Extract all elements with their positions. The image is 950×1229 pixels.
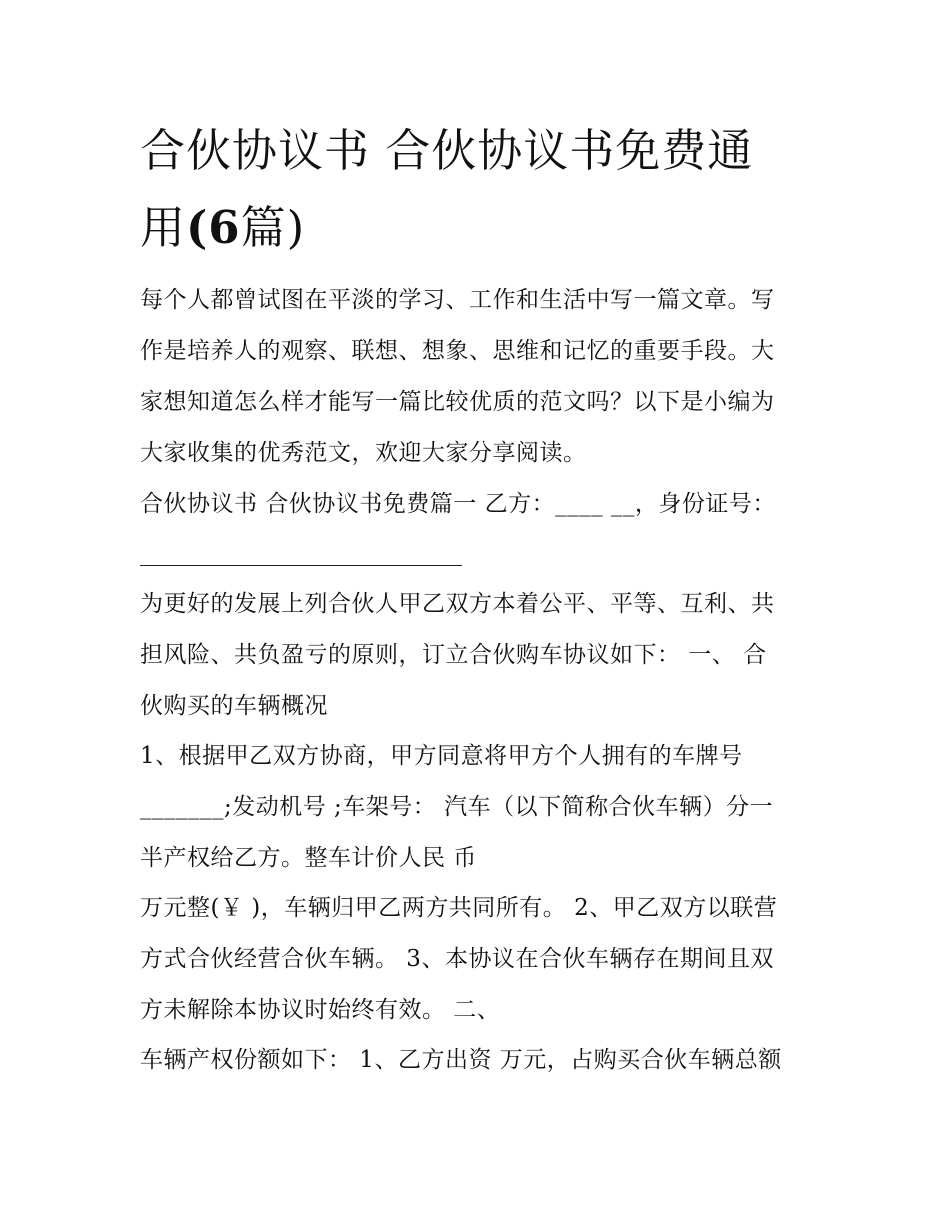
intro-line: 每个人都曾试图在平淡的学习、工作和生活中写一篇文章。写	[140, 287, 775, 313]
intro-line: 大家收集的优秀范文，欢迎大家分享阅读。	[140, 440, 587, 466]
clause-1-line: 半产权给乙方。整车计价人民 币	[140, 845, 477, 871]
title-line-2-suffix: 篇)	[240, 201, 306, 254]
principle-paragraph	[140, 579, 820, 732]
id-number-blank-line	[140, 565, 462, 566]
clause-2-line: 万元整(￥ )，车辆归甲乙两方共同所有。 2、甲乙双方以联营	[140, 895, 778, 921]
party-line	[140, 479, 820, 530]
intro-paragraph	[140, 275, 820, 479]
clause-2-line: 方式合伙经营合伙车辆。 3、本协议在合伙车辆存在期间且双	[140, 946, 774, 972]
principle-line: 担风险、共负盈亏的原则，订立合伙购车协议如下： 一、 合	[140, 642, 767, 668]
title-line-2-bold: (6	[186, 201, 241, 254]
clause-1-line: _______;发动机号 ;车架号： 汽车（以下简称合伙车辆）分一	[140, 794, 774, 820]
clause-3-paragraph	[140, 1035, 820, 1086]
party-line-text: 合伙协议书 合伙协议书免费篇一 乙方：____ __，身份证号：	[140, 491, 776, 517]
principle-line: 伙购买的车辆概况	[140, 693, 328, 719]
clause-3-line: 车辆产权份额如下： 1、乙方出资 万元，占购买合伙车辆总额	[140, 1047, 782, 1073]
clause-2-paragraph	[140, 883, 820, 1036]
title-line-1: 合伙协议书 合伙协议书免费通	[140, 124, 754, 177]
principle-line: 为更好的发展上列合伙人甲乙双方本着公平、平等、互利、共	[140, 591, 775, 617]
intro-line: 家想知道怎么样才能写一篇比较优质的范文吗？以下是小编为	[140, 389, 775, 415]
clause-1-paragraph	[140, 731, 820, 884]
clause-2-line: 方未解除本协议时始终有效。 二、	[140, 997, 501, 1023]
title-line-2-prefix: 用	[140, 201, 187, 254]
intro-line: 作是培养人的观察、联想、想象、思维和记忆的重要手段。大	[140, 338, 775, 364]
document-title	[140, 112, 820, 266]
clause-1-line: 1、根据甲乙双方协商，甲方同意将甲方个人拥有的车牌号	[140, 743, 743, 769]
